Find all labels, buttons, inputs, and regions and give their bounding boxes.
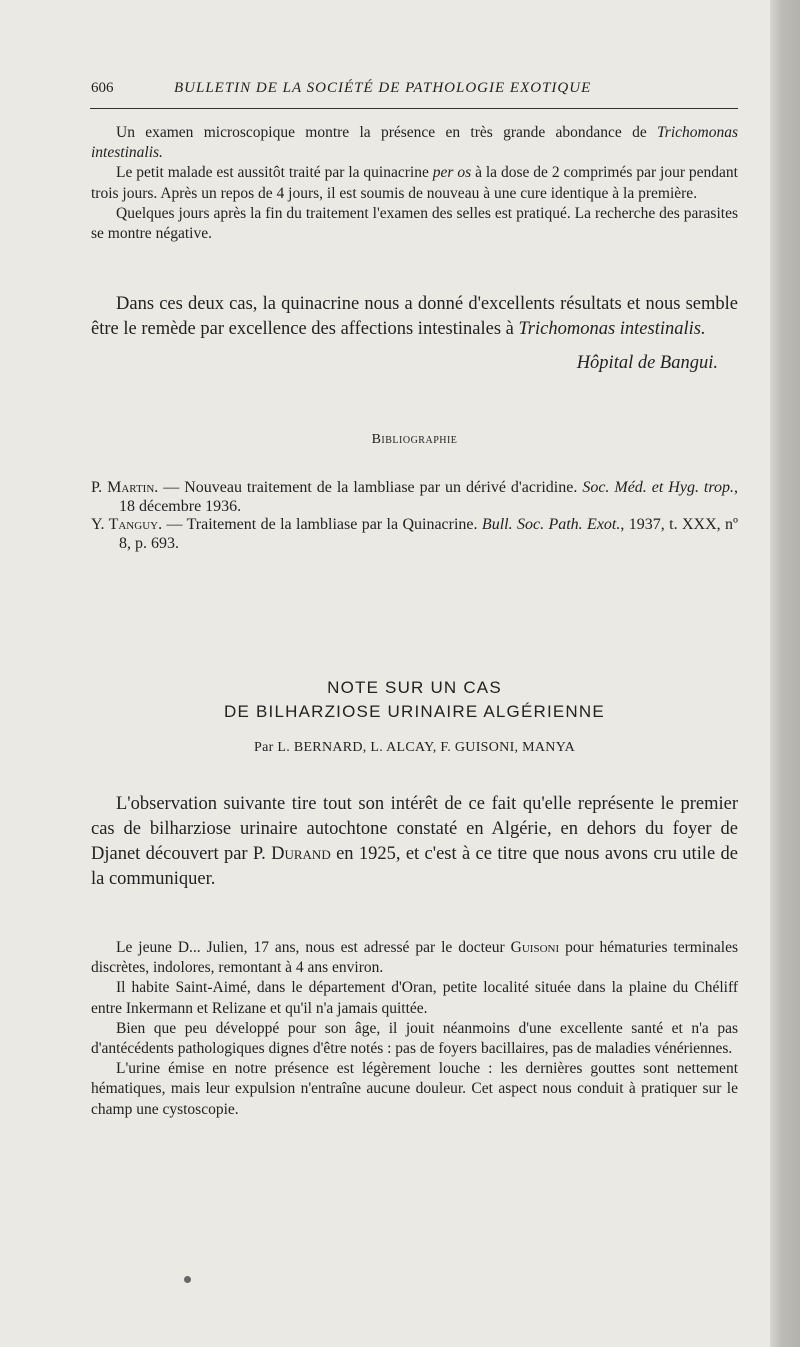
article-authors: Par L. BERNARD, L. ALCAY, F. GUISONI, MANYA (254, 740, 575, 755)
ink-spot (184, 1276, 191, 1283)
article-body (91, 938, 738, 1120)
bibliography (91, 479, 738, 553)
paragraph: Il habite Saint-Aimé, dans le département d'Oran, petite localité située dans la plaine du Chéliff entre Inkermann et Relizane et qu'il n'a jamais quittée. (91, 979, 738, 1017)
paragraph: Bien que peu développé pour son âge, il jouit néanmoins d'une excellente santé et n'a pas d'antécédents pathologiques dignes d'être notés : pas de foyers bacillaires, pas de maladies vénériennes. (91, 1019, 738, 1058)
paragraph: Quelques jours après la fin du traitement l'examen des selles est pratiqué. La recherche des parasites se montre négative. (91, 204, 738, 243)
paragraph: L'urine émise en notre présence est légèrement louche : les dernières gouttes sont nettement hématiques, mais leur expulsion n'entraîne aucune douleur. Cet aspect nous conduit à pratiquer sur le champ une cystoscopie. (91, 1060, 738, 1118)
paragraph: Dans ces deux cas, la quinacrine nous a donné d'excellents résultats et nous semble être le remède par excellence des affections intestinales à Trichomonas intestinalis. (91, 294, 738, 339)
paragraph: L'observation suivante tire tout son intérêt de ce fait qu'elle représente le premier cas de bilharziose urinaire autochtone constaté en Algérie, en dehors du foyer de Djanet découvert par P. Durand en 1925, et c'est à ce titre que nous avons cru utile de la communiquer. (91, 794, 738, 889)
article-title (91, 676, 738, 724)
bibliography-heading: Bibliographie (371, 432, 458, 447)
header-rule (90, 108, 738, 109)
bibliography-item: Y. Tanguy. — Traitement de la lambliase par la Quinacrine. Bull. Soc. Path. Exot., 1937, t. XXX, nº 8, p. 693. (91, 516, 739, 552)
title-line: DE BILHARZIOSE URINAIRE ALGÉRIENNE (224, 702, 605, 721)
conclusion (91, 292, 738, 376)
paragraph: Un examen microscopique montre la présence en très grande abondance de Trichomonas intestinalis. (91, 124, 738, 162)
paragraph: Le jeune D... Julien, 17 ans, nous est adressé par le docteur Guisoni pour hématuries terminales discrètes, indolores, remontant à 4 ans environ. (91, 939, 738, 977)
page-number: 606 (91, 80, 114, 96)
paragraph: Le petit malade est aussitôt traité par la quinacrine per os à la dose de 2 comprimés par jour pendant trois jours. Après un repos de 4 jours, il est soumis de nouveau à une cure identique à la première. (91, 164, 738, 202)
article-intro (91, 792, 738, 892)
bibliography-item: P. Martin. — Nouveau traitement de la lambliase par un dérivé d'acridine. Soc. Méd. et Hyg. trop., 18 décembre 1936. (91, 479, 738, 515)
signature: Hôpital de Bangui. (576, 353, 718, 373)
page-edge-shadow (770, 0, 800, 1347)
title-line: NOTE SUR UN CAS (327, 678, 502, 697)
case-text (91, 123, 738, 244)
running-title: BULLETIN DE LA SOCIÉTÉ DE PATHOLOGIE EXOTIQUE (174, 80, 592, 96)
